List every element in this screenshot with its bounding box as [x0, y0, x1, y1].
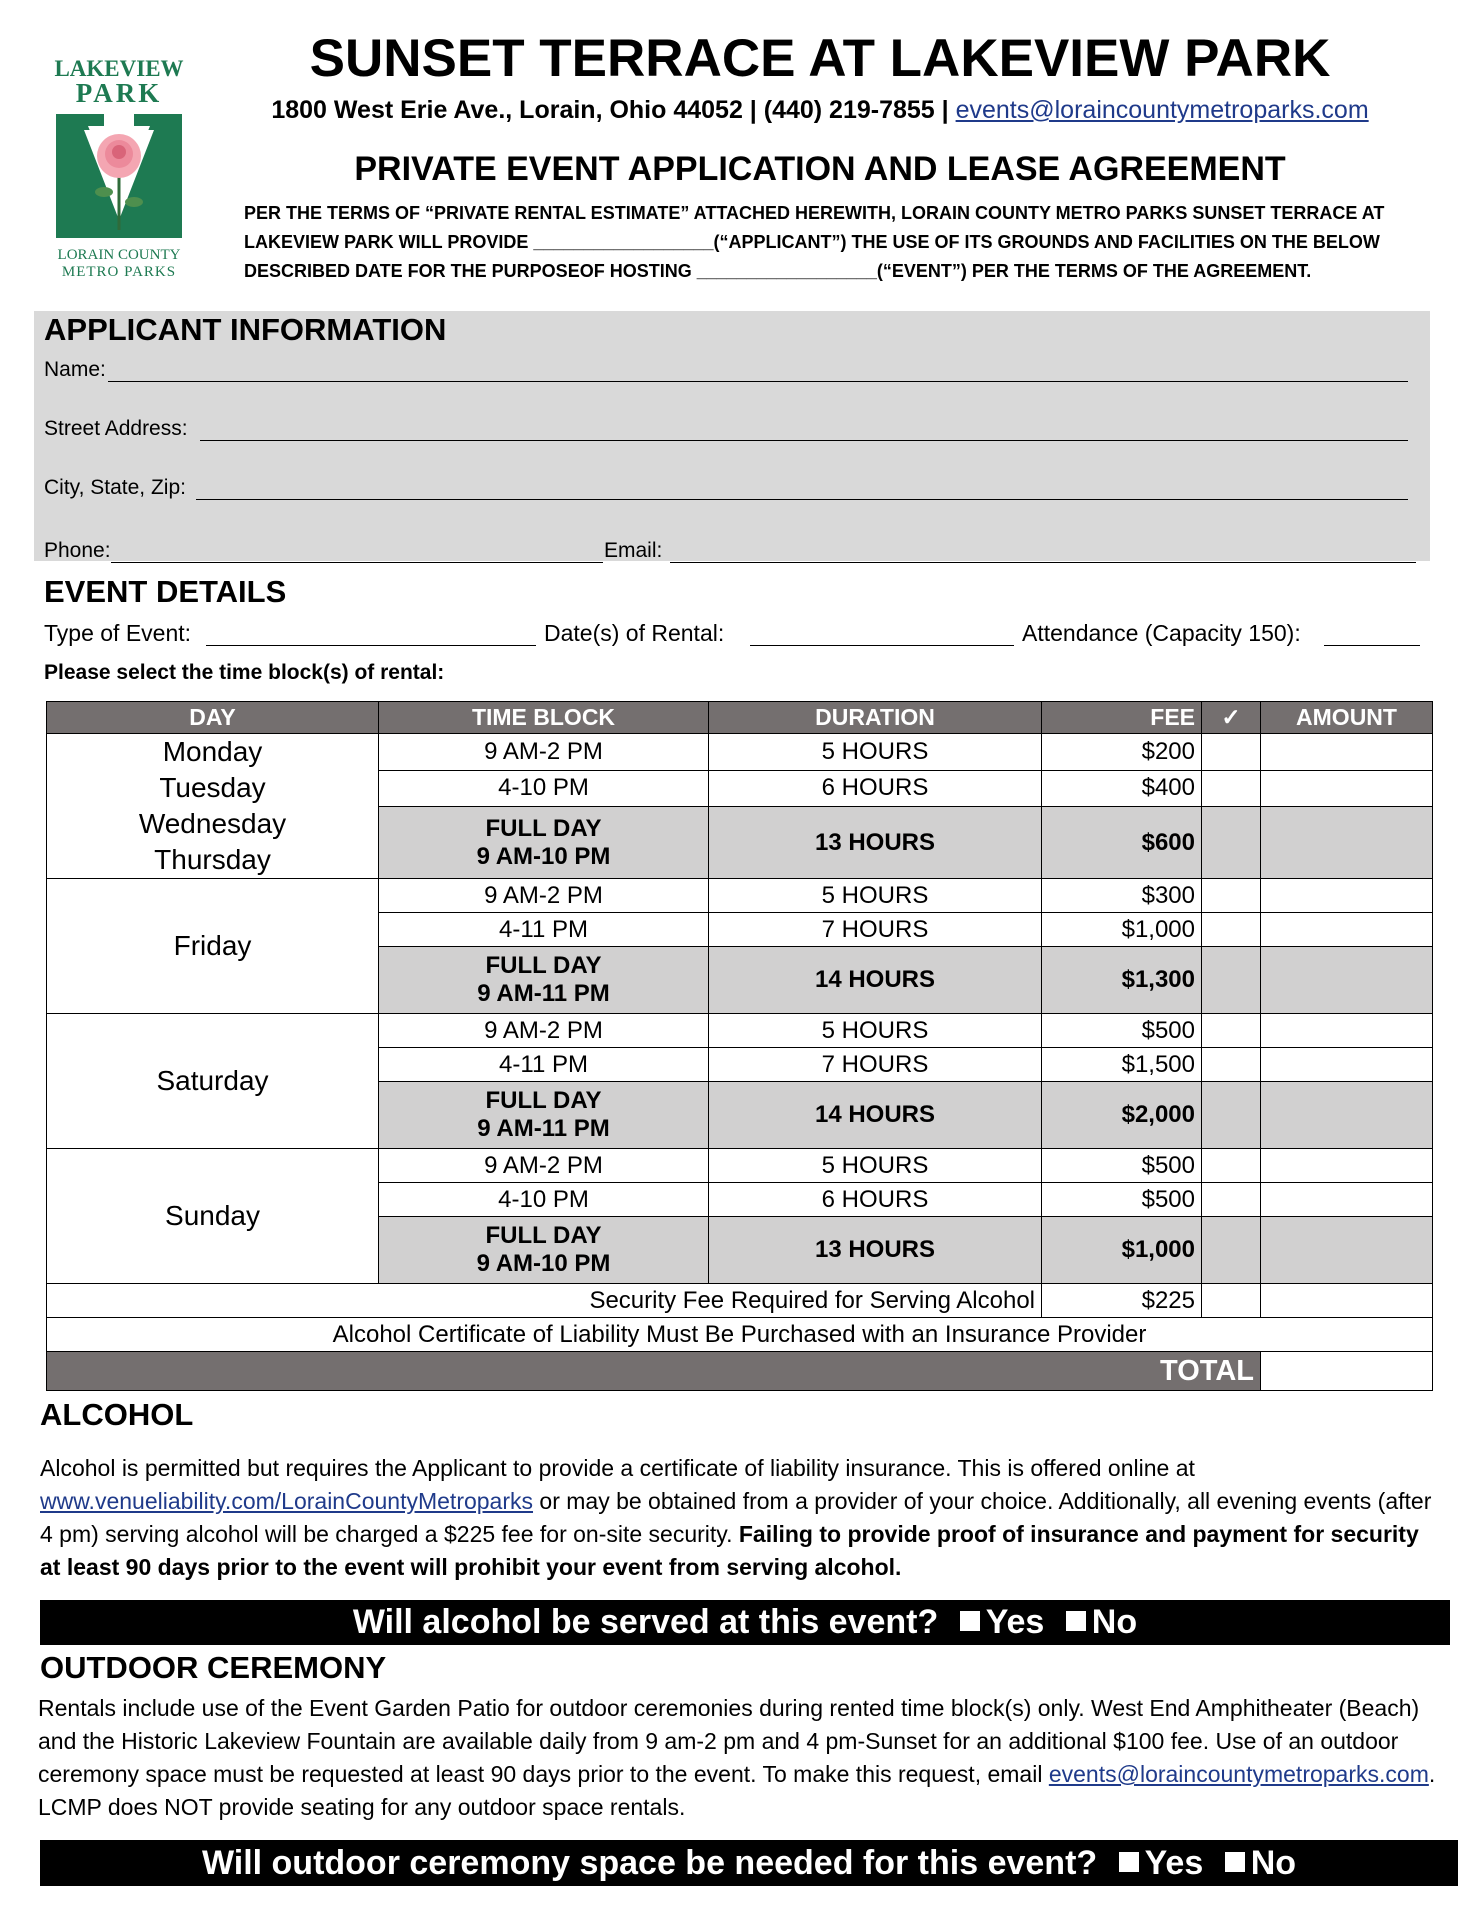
- alcohol-text-2: or may be obtained from a provider of your choice. Additionally, all evening events (after 4 pm) serving alcohol will be charged a $225 fee for on-site security.: [40, 1488, 1432, 1547]
- security-fee-label: Security Fee Required for Serving Alcohol: [47, 1284, 1042, 1318]
- event-heading: EVENT DETAILS: [44, 574, 287, 609]
- event-type-field[interactable]: [206, 645, 536, 646]
- day-name: Tuesday: [159, 772, 266, 803]
- ceremony-text-1: Rentals include use of the Event Garden Patio for outdoor ceremonies during rented time block(s) only. West End Amphitheater (Beach) and the Historic Lakeview Fountain are available daily from 9 am-2 pm and 4 pm-Sunset for an additional $100 fee. Use of an outdoor ceremony space must be requested at least 90 days prior to the event. To make this request, email: [38, 1695, 1420, 1787]
- city-field[interactable]: [196, 499, 1408, 500]
- time-block-cell: [379, 1082, 709, 1149]
- time-block-cell: 4-11 PM: [379, 1048, 709, 1082]
- time-block-cell: 9 AM-2 PM: [379, 1014, 709, 1048]
- time-block-cell: 4-10 PM: [379, 770, 709, 807]
- table-row: [47, 1149, 1433, 1183]
- ceremony-heading: OUTDOOR CEREMONY: [40, 1650, 387, 1685]
- fee-cell: $2,000: [1042, 1082, 1202, 1149]
- time-block-instruction: Please select the time block(s) of rental:: [44, 661, 445, 684]
- rental-dates-label: Date(s) of Rental:: [544, 620, 725, 646]
- ceremony-no-label: No: [1250, 1844, 1297, 1882]
- street-field[interactable]: [200, 440, 1408, 441]
- select-checkbox-cell[interactable]: [1202, 879, 1261, 913]
- alcohol-question: Will alcohol be served at this event?: [352, 1603, 939, 1641]
- table-row: [47, 1014, 1433, 1048]
- fee-cell: $500: [1042, 1149, 1202, 1183]
- col-day: DAY: [47, 702, 379, 734]
- fee-cell: $300: [1042, 879, 1202, 913]
- name-field[interactable]: [108, 381, 1408, 382]
- logo-line3: LORAIN COUNTY: [57, 247, 181, 263]
- contact-info: 1800 West Erie Ave., Lorain, Ohio 44052 | (440) 219-7855 |: [271, 96, 949, 124]
- email-field[interactable]: [670, 562, 1416, 563]
- terms-line-3: DESCRIBED DATE FOR THE PURPOSEOF HOSTING __________________(“EVENT”) PER THE TERMS OF THE AGREEMENT.: [244, 261, 1312, 281]
- amount-cell[interactable]: [1261, 879, 1433, 913]
- phone-label: Phone:: [44, 539, 111, 562]
- duration-cell: 14 HOURS: [709, 947, 1042, 1014]
- col-amount: AMOUNT: [1261, 702, 1433, 734]
- col-check: ✓: [1202, 702, 1261, 734]
- duration-cell: 5 HOURS: [709, 734, 1042, 771]
- ceremony-question-bar: [40, 1840, 1458, 1886]
- terms-line-2: LAKEVIEW PARK WILL PROVIDE __________________(“APPLICANT”) THE USE OF ITS GROUNDS AND FACILITIES ON THE BELOW: [244, 232, 1380, 252]
- ceremony-email-link[interactable]: events@loraincountymetroparks.com: [1048, 1761, 1429, 1787]
- time-block-cell: 9 AM-2 PM: [379, 734, 709, 771]
- day-name: Monday: [162, 736, 263, 767]
- duration-cell: 14 HOURS: [709, 1082, 1042, 1149]
- terms-line-1: PER THE TERMS OF “PRIVATE RENTAL ESTIMATE” ATTACHED HEREWITH, LORAIN COUNTY METRO PARKS SUNSET TERRACE AT: [244, 203, 1385, 223]
- duration-cell: 7 HOURS: [709, 913, 1042, 947]
- time-block-cell: 9 AM-2 PM: [379, 879, 709, 913]
- amount-cell[interactable]: [1261, 734, 1433, 771]
- select-checkbox-cell[interactable]: [1202, 947, 1261, 1014]
- col-duration: DURATION: [709, 702, 1042, 734]
- total-amount-cell[interactable]: [1261, 1352, 1433, 1391]
- fee-cell: $400: [1042, 770, 1202, 807]
- day-name: Wednesday: [138, 808, 287, 839]
- select-checkbox-cell[interactable]: [1202, 807, 1261, 879]
- city-label: City, State, Zip:: [44, 476, 186, 499]
- fee-cell: $1,000: [1042, 913, 1202, 947]
- ceremony-question: Will outdoor ceremony space be needed for this event?: [201, 1844, 1098, 1882]
- select-checkbox-cell[interactable]: [1202, 1183, 1261, 1217]
- day-cell-saturday: Saturday: [47, 1014, 379, 1149]
- select-checkbox-cell[interactable]: [1202, 1217, 1261, 1284]
- ceremony-paragraph: [38, 1692, 1452, 1824]
- day-cell-weekdays: [47, 734, 379, 879]
- ceremony-no-checkbox[interactable]: [1225, 1852, 1245, 1872]
- table-row: [47, 734, 1433, 771]
- amount-cell[interactable]: [1261, 770, 1433, 807]
- select-checkbox-cell[interactable]: [1202, 1284, 1261, 1318]
- email-label: Email:: [604, 539, 663, 562]
- full-day-hours: 9 AM-10 PM: [476, 842, 611, 870]
- select-checkbox-cell[interactable]: [1202, 1082, 1261, 1149]
- attendance-label: Attendance (Capacity 150):: [1022, 620, 1301, 646]
- phone-field[interactable]: [111, 562, 603, 563]
- name-label: Name:: [44, 358, 106, 381]
- select-checkbox-cell[interactable]: [1202, 770, 1261, 807]
- fee-cell: $1,500: [1042, 1048, 1202, 1082]
- day-cell-friday: Friday: [47, 879, 379, 1014]
- alcohol-no-checkbox[interactable]: [1066, 1611, 1086, 1631]
- select-checkbox-cell[interactable]: [1202, 734, 1261, 771]
- duration-cell: 5 HOURS: [709, 879, 1042, 913]
- venue-liability-link[interactable]: www.venueliability.com/LorainCountyMetroparks: [40, 1488, 534, 1514]
- total-label: TOTAL: [47, 1352, 1261, 1391]
- table-row: [47, 879, 1433, 913]
- day-name: Thursday: [154, 844, 271, 875]
- table-header-row: [47, 702, 1433, 734]
- liability-note-row: [47, 1318, 1433, 1352]
- select-checkbox-cell[interactable]: [1202, 1149, 1261, 1183]
- amount-cell[interactable]: [1261, 1082, 1433, 1149]
- attendance-field[interactable]: [1324, 645, 1420, 646]
- amount-cell[interactable]: [1261, 1149, 1433, 1183]
- liability-note: Alcohol Certificate of Liability Must Be Purchased with an Insurance Provider: [47, 1318, 1433, 1352]
- total-row: [47, 1352, 1433, 1391]
- time-block-cell: [379, 807, 709, 879]
- select-checkbox-cell[interactable]: [1202, 1048, 1261, 1082]
- time-block-cell: 4-11 PM: [379, 913, 709, 947]
- applicant-heading: APPLICANT INFORMATION: [44, 312, 447, 347]
- alcohol-question-bar: [40, 1600, 1450, 1645]
- fee-cell: $1,000: [1042, 1217, 1202, 1284]
- full-day-label: FULL DAY: [485, 814, 602, 842]
- page-title: SUNSET TERRACE AT LAKEVIEW PARK: [309, 29, 1331, 88]
- fee-cell: $500: [1042, 1183, 1202, 1217]
- duration-cell: 6 HOURS: [709, 770, 1042, 807]
- amount-cell[interactable]: [1261, 1183, 1433, 1217]
- time-block-cell: [379, 1217, 709, 1284]
- logo-line2: PARK: [75, 78, 163, 108]
- duration-cell: 5 HOURS: [709, 1014, 1042, 1048]
- amount-cell[interactable]: [1261, 1014, 1433, 1048]
- alcohol-heading: ALCOHOL: [40, 1397, 194, 1432]
- alcohol-warning: Failing to provide proof of insurance and payment for security at least 90 days prior to the event will prohibit your event from serving alcohol.: [40, 1521, 1419, 1580]
- duration-cell: 6 HOURS: [709, 1183, 1042, 1217]
- alcohol-yes-label: Yes: [985, 1603, 1045, 1641]
- duration-cell: 7 HOURS: [709, 1048, 1042, 1082]
- logo-line1: LAKEVIEW: [54, 56, 184, 81]
- amount-cell[interactable]: [1261, 1284, 1433, 1318]
- time-block-cell: 9 AM-2 PM: [379, 1149, 709, 1183]
- street-label: Street Address:: [44, 417, 188, 440]
- amount-cell[interactable]: [1261, 1217, 1433, 1284]
- rental-rates-table: [46, 701, 1433, 1391]
- applicant-panel: [34, 311, 1430, 561]
- security-fee-cell: $225: [1042, 1284, 1202, 1318]
- fee-cell: $200: [1042, 734, 1202, 771]
- full-day-label: FULL DAY: [485, 1222, 602, 1249]
- park-logo: [44, 52, 194, 284]
- rose-icon: [44, 52, 194, 284]
- contact-email-link[interactable]: events@loraincountymetroparks.com: [955, 96, 1369, 124]
- ceremony-yes-checkbox[interactable]: [1119, 1852, 1139, 1872]
- form-subtitle: PRIVATE EVENT APPLICATION AND LEASE AGREEMENT: [354, 150, 1286, 188]
- logo-line4: METRO PARKS: [61, 264, 177, 280]
- event-type-label: Type of Event:: [44, 620, 192, 646]
- alcohol-no-label: No: [1091, 1603, 1138, 1641]
- time-block-cell: [379, 947, 709, 1014]
- day-cell-sunday: Sunday: [47, 1149, 379, 1284]
- select-checkbox-cell[interactable]: [1202, 913, 1261, 947]
- fee-cell: $1,300: [1042, 947, 1202, 1014]
- duration-cell: 13 HOURS: [709, 1217, 1042, 1284]
- security-fee-row: [47, 1284, 1433, 1318]
- full-day-hours: 9 AM-11 PM: [477, 980, 610, 1007]
- time-block-cell: 4-10 PM: [379, 1183, 709, 1217]
- select-checkbox-cell[interactable]: [1202, 1014, 1261, 1048]
- alcohol-yes-checkbox[interactable]: [960, 1611, 980, 1631]
- duration-cell: 13 HOURS: [709, 807, 1042, 879]
- alcohol-paragraph: [40, 1452, 1440, 1584]
- amount-cell[interactable]: [1261, 913, 1433, 947]
- full-day-hours: 9 AM-11 PM: [477, 1115, 610, 1142]
- contact-line: [250, 96, 1390, 125]
- amount-cell[interactable]: [1261, 947, 1433, 1014]
- full-day-label: FULL DAY: [485, 1087, 602, 1114]
- alcohol-text-1: Alcohol is permitted but requires the Applicant to provide a certificate of liability insurance. This is offered online at: [40, 1455, 1195, 1481]
- amount-cell[interactable]: [1261, 807, 1433, 879]
- full-day-hours: 9 AM-10 PM: [476, 1250, 611, 1277]
- full-day-label: FULL DAY: [485, 952, 602, 979]
- fee-cell: $500: [1042, 1014, 1202, 1048]
- col-fee: FEE: [1042, 702, 1202, 734]
- ceremony-text-2: . LCMP does NOT provide seating for any outdoor space rentals.: [38, 1761, 1436, 1820]
- duration-cell: 5 HOURS: [709, 1149, 1042, 1183]
- col-time-block: TIME BLOCK: [379, 702, 709, 734]
- ceremony-yes-label: Yes: [1144, 1844, 1204, 1882]
- rental-dates-field[interactable]: [750, 645, 1014, 646]
- fee-cell: $600: [1042, 807, 1202, 879]
- amount-cell[interactable]: [1261, 1048, 1433, 1082]
